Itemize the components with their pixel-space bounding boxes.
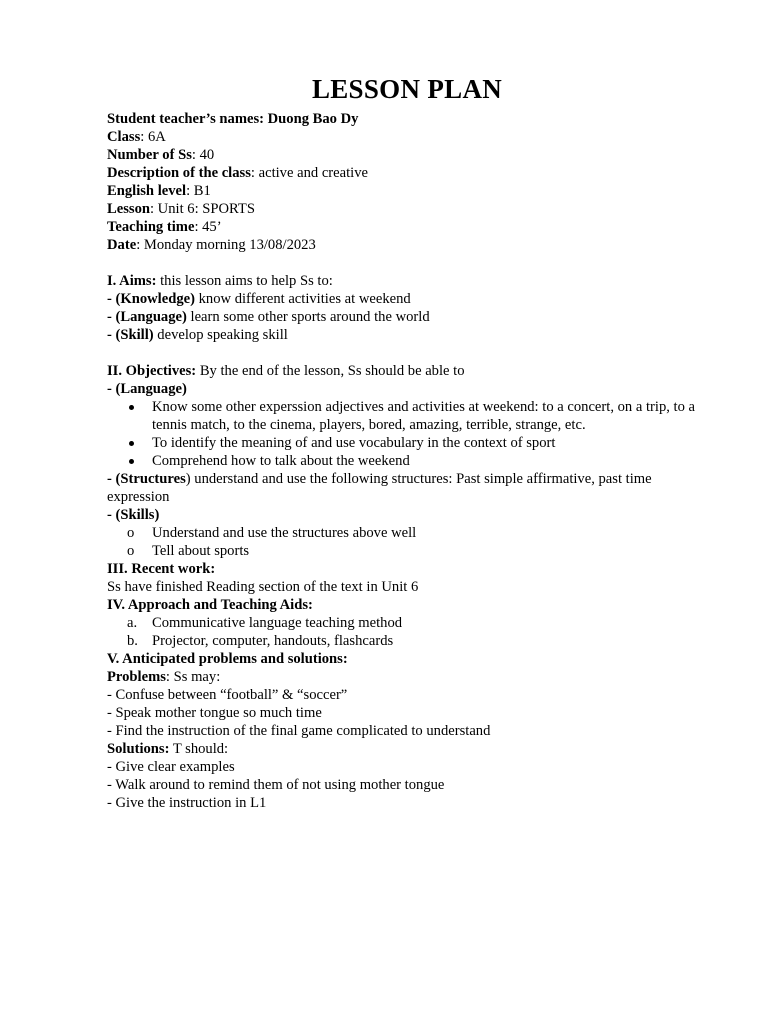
recent-work-text: Ss have finished Reading section of the text in Unit 6 [107, 579, 419, 595]
page-title: LESSON PLAN [311, 74, 503, 104]
info-teaching-time: Teaching time: 45’ [107, 219, 222, 235]
approach-heading: IV. Approach and Teaching Aids: [107, 597, 313, 613]
objectives-heading: II. Objectives: By the end of the lesson, Ss should be able to [107, 363, 465, 379]
info-description: Description of the class: active and creative [107, 165, 368, 181]
list-item: Know some other experssion adjectives and activities at weekend: to a concert, on a trip, to a tennis match, to the cinema, players, bored, amazing, terrible, strange, etc. [107, 398, 707, 434]
problems-section [107, 650, 707, 812]
list-item: Comprehend how to talk about the weekend [107, 452, 707, 470]
info-lesson: Lesson: Unit 6: SPORTS [107, 201, 255, 217]
lesson-plan-document [107, 72, 707, 812]
objectives-section [107, 362, 707, 560]
skills-label: - (Skills) [107, 507, 160, 523]
problem-item: - Find the instruction of the final game complicated to understand [107, 723, 491, 739]
spacer [107, 344, 707, 362]
structures-line: - (Structures) understand and use the following structures: Past simple affirmative, past time expression [107, 471, 652, 505]
list-item: o Understand and use the structures above well [127, 525, 417, 541]
language-label: - (Language) [107, 381, 187, 397]
list-marker: a. [127, 615, 138, 631]
bullet-icon [129, 405, 134, 410]
list-item: b. Projector, computer, handouts, flashcards [127, 633, 394, 649]
circle-bullet-icon: o [127, 525, 135, 541]
problems-label: Problems: Ss may: [107, 669, 221, 685]
solutions-label: Solutions: T should: [107, 741, 229, 757]
list-item: To identify the meaning of and use vocabulary in the context of sport [107, 434, 707, 452]
circle-bullet-icon: o [127, 543, 135, 559]
info-date: Date: Monday morning 13/08/2023 [107, 237, 316, 253]
recent-work-section [107, 560, 707, 596]
problems-heading: V. Anticipated problems and solutions: [107, 651, 348, 667]
aims-section [107, 272, 707, 344]
aims-item: - (Knowledge) know different activities at weekend [107, 291, 411, 307]
bullet-icon [129, 441, 134, 446]
language-list [107, 398, 707, 470]
info-class: Class: 6A [107, 129, 166, 145]
approach-list [107, 614, 707, 650]
solution-item: - Give clear examples [107, 759, 235, 775]
solution-item: - Walk around to remind them of not using mother tongue [107, 777, 445, 793]
approach-section [107, 596, 707, 650]
list-item: a. Communicative language teaching method [127, 615, 403, 631]
problem-item: - Speak mother tongue so much time [107, 705, 322, 721]
info-block [107, 110, 707, 254]
aims-item: - (Skill) develop speaking skill [107, 327, 288, 343]
info-teacher: Student teacher’s names: Duong Bao Dy [107, 111, 359, 127]
list-item: o Tell about sports [127, 543, 250, 559]
list-marker: b. [127, 633, 138, 649]
recent-work-heading: III. Recent work: [107, 561, 216, 577]
spacer [107, 254, 707, 272]
info-number-of-ss: Number of Ss: 40 [107, 147, 215, 163]
skills-list [107, 524, 707, 560]
info-english-level: English level: B1 [107, 183, 211, 199]
solution-item: - Give the instruction in L1 [107, 795, 267, 811]
problem-item: - Confuse between “football” & “soccer” [107, 687, 348, 703]
aims-heading: I. Aims: this lesson aims to help Ss to: [107, 273, 333, 289]
bullet-icon [129, 459, 134, 464]
aims-item: - (Language) learn some other sports around the world [107, 309, 430, 325]
